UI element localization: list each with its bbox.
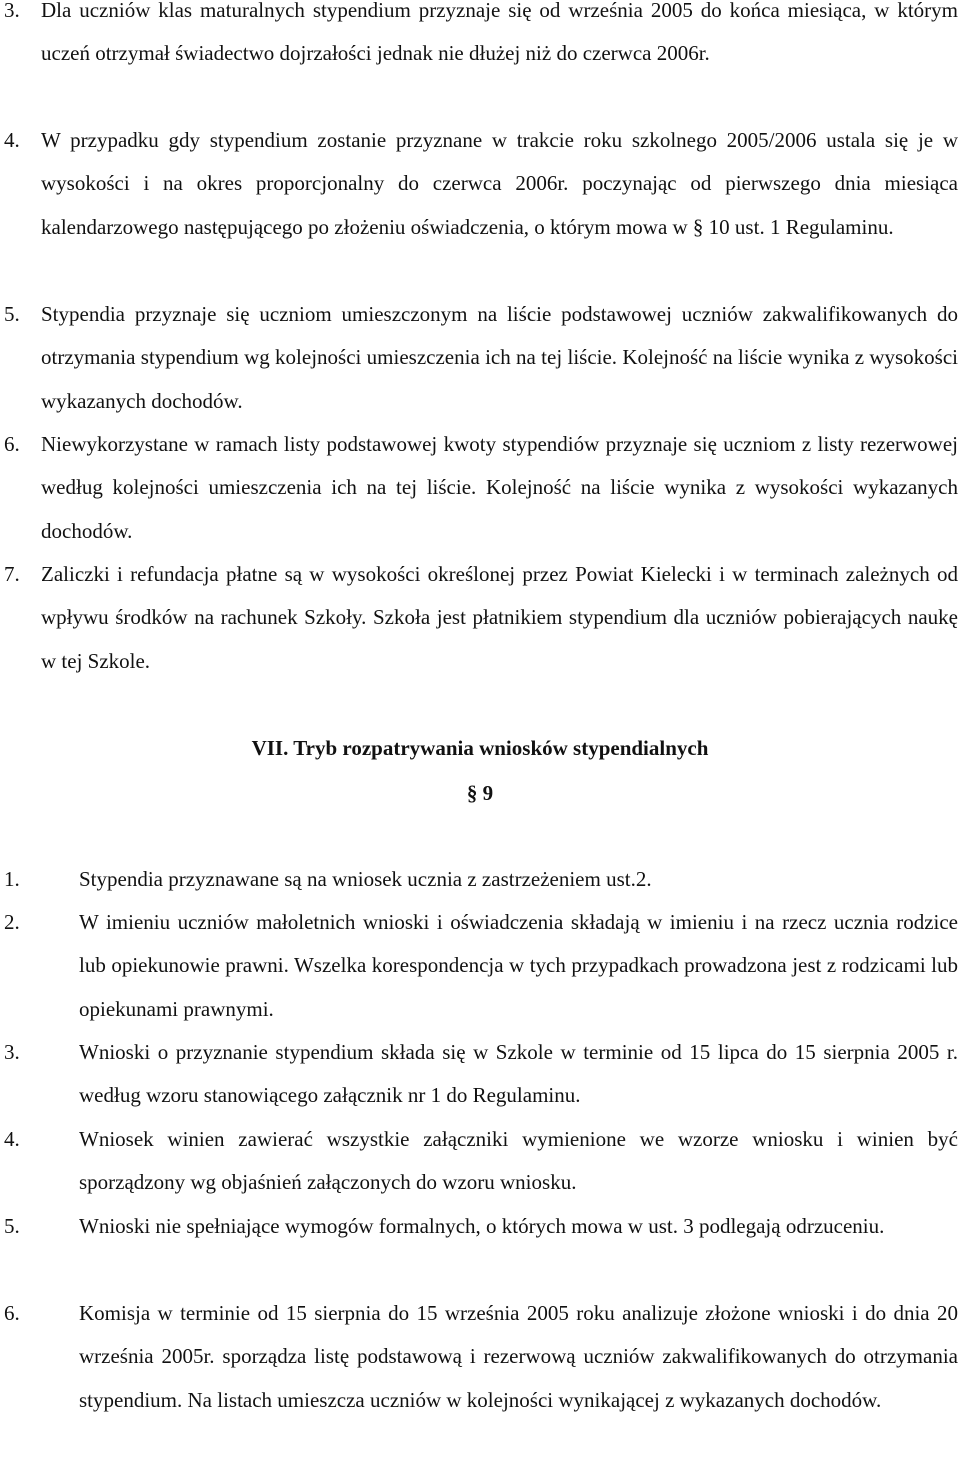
list-item <box>0 858 958 901</box>
list-item <box>0 1031 958 1118</box>
paragraph-number: § 9 <box>466 781 494 805</box>
item-number: 1. <box>4 867 20 891</box>
item-number: 7. <box>4 562 20 586</box>
list-item <box>0 423 958 553</box>
item-number: 4. <box>4 1127 20 1151</box>
item-number: 3. <box>4 0 20 22</box>
list-item <box>0 1118 958 1205</box>
item-text: Wnioski o przyznanie stypendium składa się w Szkole w terminie od 15 lipca do 15 sierpnia 2005 r. według wzoru stanowiącego załącznik nr 1 do Regulaminu. <box>79 1040 958 1108</box>
item-text: Niewykorzystane w ramach listy podstawowej kwoty stypendiów przyznaje się uczniom z listy rezerwowej według kolejności umieszczenia ich na tej liście. Kolejność na liście wynika z wysokości wykazanych dochodów. <box>41 432 958 543</box>
list-item <box>0 293 958 423</box>
list-item <box>0 901 958 1031</box>
list-item <box>0 0 958 76</box>
item-text: W imieniu uczniów małoletnich wnioski i oświadczenia składają w imieniu i na rzecz ucznia rodzice lub opiekunowie prawni. Wszelka korespondencja w tych przypadkach prowadzona jest z rodzicami lub opiekunami prawnymi. <box>79 910 958 1021</box>
item-text: Wnioski nie spełniające wymogów formalnych, o których mowa w ust. 3 podlegają odrzuceniu. <box>79 1214 885 1238</box>
section-heading: VII. Tryb rozpatrywania wniosków stypendialnych <box>251 736 709 760</box>
item-text: Stypendia przyznawane są na wniosek ucznia z zastrzeżeniem ust.2. <box>79 867 652 891</box>
list-item <box>0 1205 958 1248</box>
item-number: 3. <box>4 1040 20 1064</box>
item-text: Wniosek winien zawierać wszystkie załączniki wymienione we wzorze wniosku i winien być sporządzony wg objaśnień załączonych do wzoru wniosku. <box>79 1127 958 1195</box>
item-number: 6. <box>4 1301 20 1325</box>
item-number: 6. <box>4 432 20 456</box>
item-text: Stypendia przyznaje się uczniom umieszczonym na liście podstawowej uczniów zakwalifikowanych do otrzymania stypendium wg kolejności umieszczenia ich na tej liście. Kolejność na liście wynika z wysokości wykazanych dochodów. <box>41 302 958 413</box>
list-item <box>0 553 958 683</box>
item-number: 5. <box>4 1214 20 1238</box>
list-item <box>0 119 958 249</box>
item-text: Zaliczki i refundacja płatne są w wysokości określonej przez Powiat Kielecki i w terminach zależnych od wpływu środków na rachunek Szkoły. Szkoła jest płatnikiem stypendium dla uczniów pobierających naukę w tej Szkole. <box>41 562 958 673</box>
item-number: 4. <box>4 128 20 152</box>
item-number: 2. <box>4 910 20 934</box>
item-text: Komisja w terminie od 15 sierpnia do 15 września 2005 roku analizuje złożone wnioski i do dnia 20 września 2005r. sporządza listę podstawową i rezerwową uczniów zakwalifikowanych do otrzymania stypendium. Na listach umieszcza uczniów w kolejności wynikającej z wykazanych dochodów. <box>79 1301 958 1412</box>
item-text: W przypadku gdy stypendium zostanie przyznane w trakcie roku szkolnego 2005/2006 ustala się je w wysokości i na okres proporcjonalny do czerwca 2006r. poczynając od pierwszego dnia miesiąca kalendarzowego następującego po złożeniu oświadczenia, o którym mowa w § 10 ust. 1 Regulaminu. <box>41 128 958 239</box>
list-item <box>0 1292 958 1422</box>
item-number: 5. <box>4 302 20 326</box>
item-text: Dla uczniów klas maturalnych stypendium przyznaje się od września 2005 do końca miesiąca, w którym uczeń otrzymał świadectwo dojrzałości jednak nie dłużej niż do czerwca 2006r. <box>41 0 958 66</box>
